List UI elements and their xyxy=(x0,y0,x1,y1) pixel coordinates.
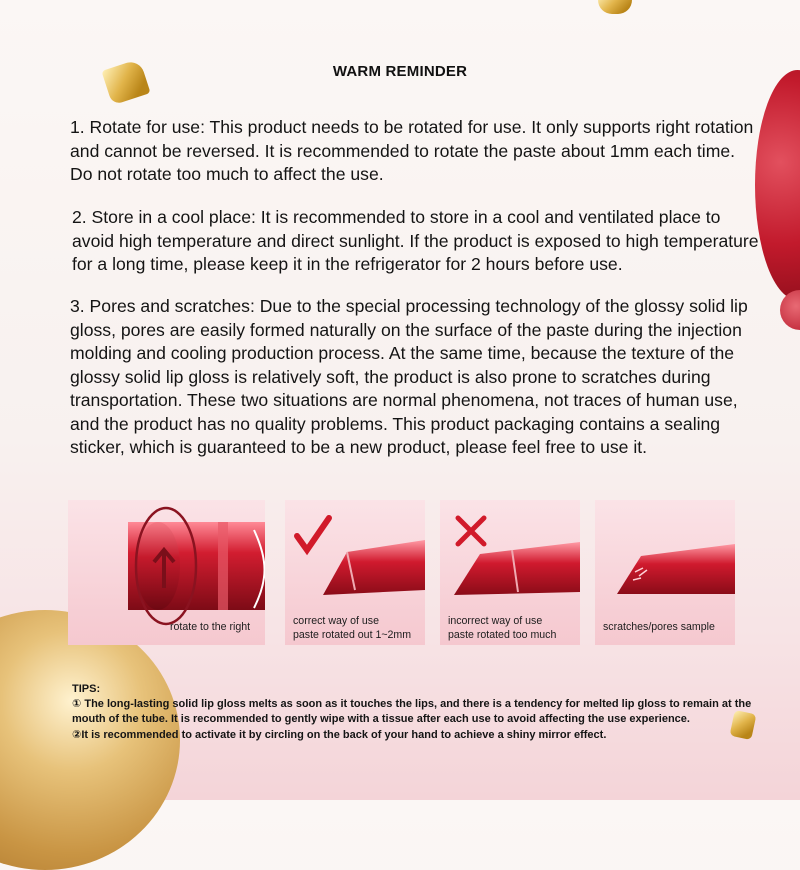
caption-scratches: scratches/pores sample xyxy=(603,621,715,633)
panel-rotate xyxy=(68,500,265,645)
instruction-rotate: 1. Rotate for use: This product needs to be rotated for use. It only supports right rotation and cannot be reversed. It is recommended to rotate the paste about 1mm each time. Do not rotate too much to affect the use. xyxy=(70,117,754,184)
page-title: WARM REMINDER xyxy=(332,63,468,80)
panel-incorrect-use xyxy=(440,500,580,645)
check-icon xyxy=(297,518,329,550)
tip-item: ②It is recommended to activate it by circling on the back of your hand to achieve a shiny mirror effect. xyxy=(72,728,607,741)
tips-section xyxy=(72,682,752,743)
caption-correct: correct way of use paste rotated out 1~2mm xyxy=(293,615,412,641)
lipstick-paste xyxy=(323,540,425,595)
tip-item: ① The long-lasting solid lip gloss melts as soon as it touches the lips, and there is a tendency for melted lip gloss to remain at the mouth of the tube. It is recommended to gently wipe with a tissue after each use to avoid affecting the use experience. xyxy=(72,698,752,726)
instruction-storage: 2. Store in a cool place: It is recommended to store in a cool and ventilated place to avoid high temperature and direct sunlight. If the product is exposed to high temperature for a long time, please keep it in the refrigerator for 2 hours before use. xyxy=(72,207,759,274)
red-apple-decoration-small xyxy=(780,290,800,330)
caption-incorrect: incorrect way of use paste rotated too much xyxy=(448,615,557,641)
gold-flake-decoration xyxy=(598,0,632,14)
instruction-pores: 3. Pores and scratches: Due to the special processing technology of the glossy solid lip gloss, pores are easily formed naturally on the surface of the paste during the injection molding and cooling production process. At the same time, because the texture of the glossy solid lip gloss is relatively soft, the product is also prone to scratches during transportation. These two situations are normal phenomena, not traces of human use, and the product has no quality problems. This product packaging contains a sealing sticker, which is guaranteed to be a new product, please feel free to use it. xyxy=(70,296,748,457)
lipstick-base xyxy=(136,522,180,610)
lipstick-paste xyxy=(617,544,735,594)
panel-scratches-sample xyxy=(595,500,735,645)
caption-rotate: rotate to the right xyxy=(170,621,251,633)
tips-heading: TIPS: xyxy=(72,683,101,695)
panel-correct-use xyxy=(285,500,425,645)
cross-icon xyxy=(458,518,484,544)
